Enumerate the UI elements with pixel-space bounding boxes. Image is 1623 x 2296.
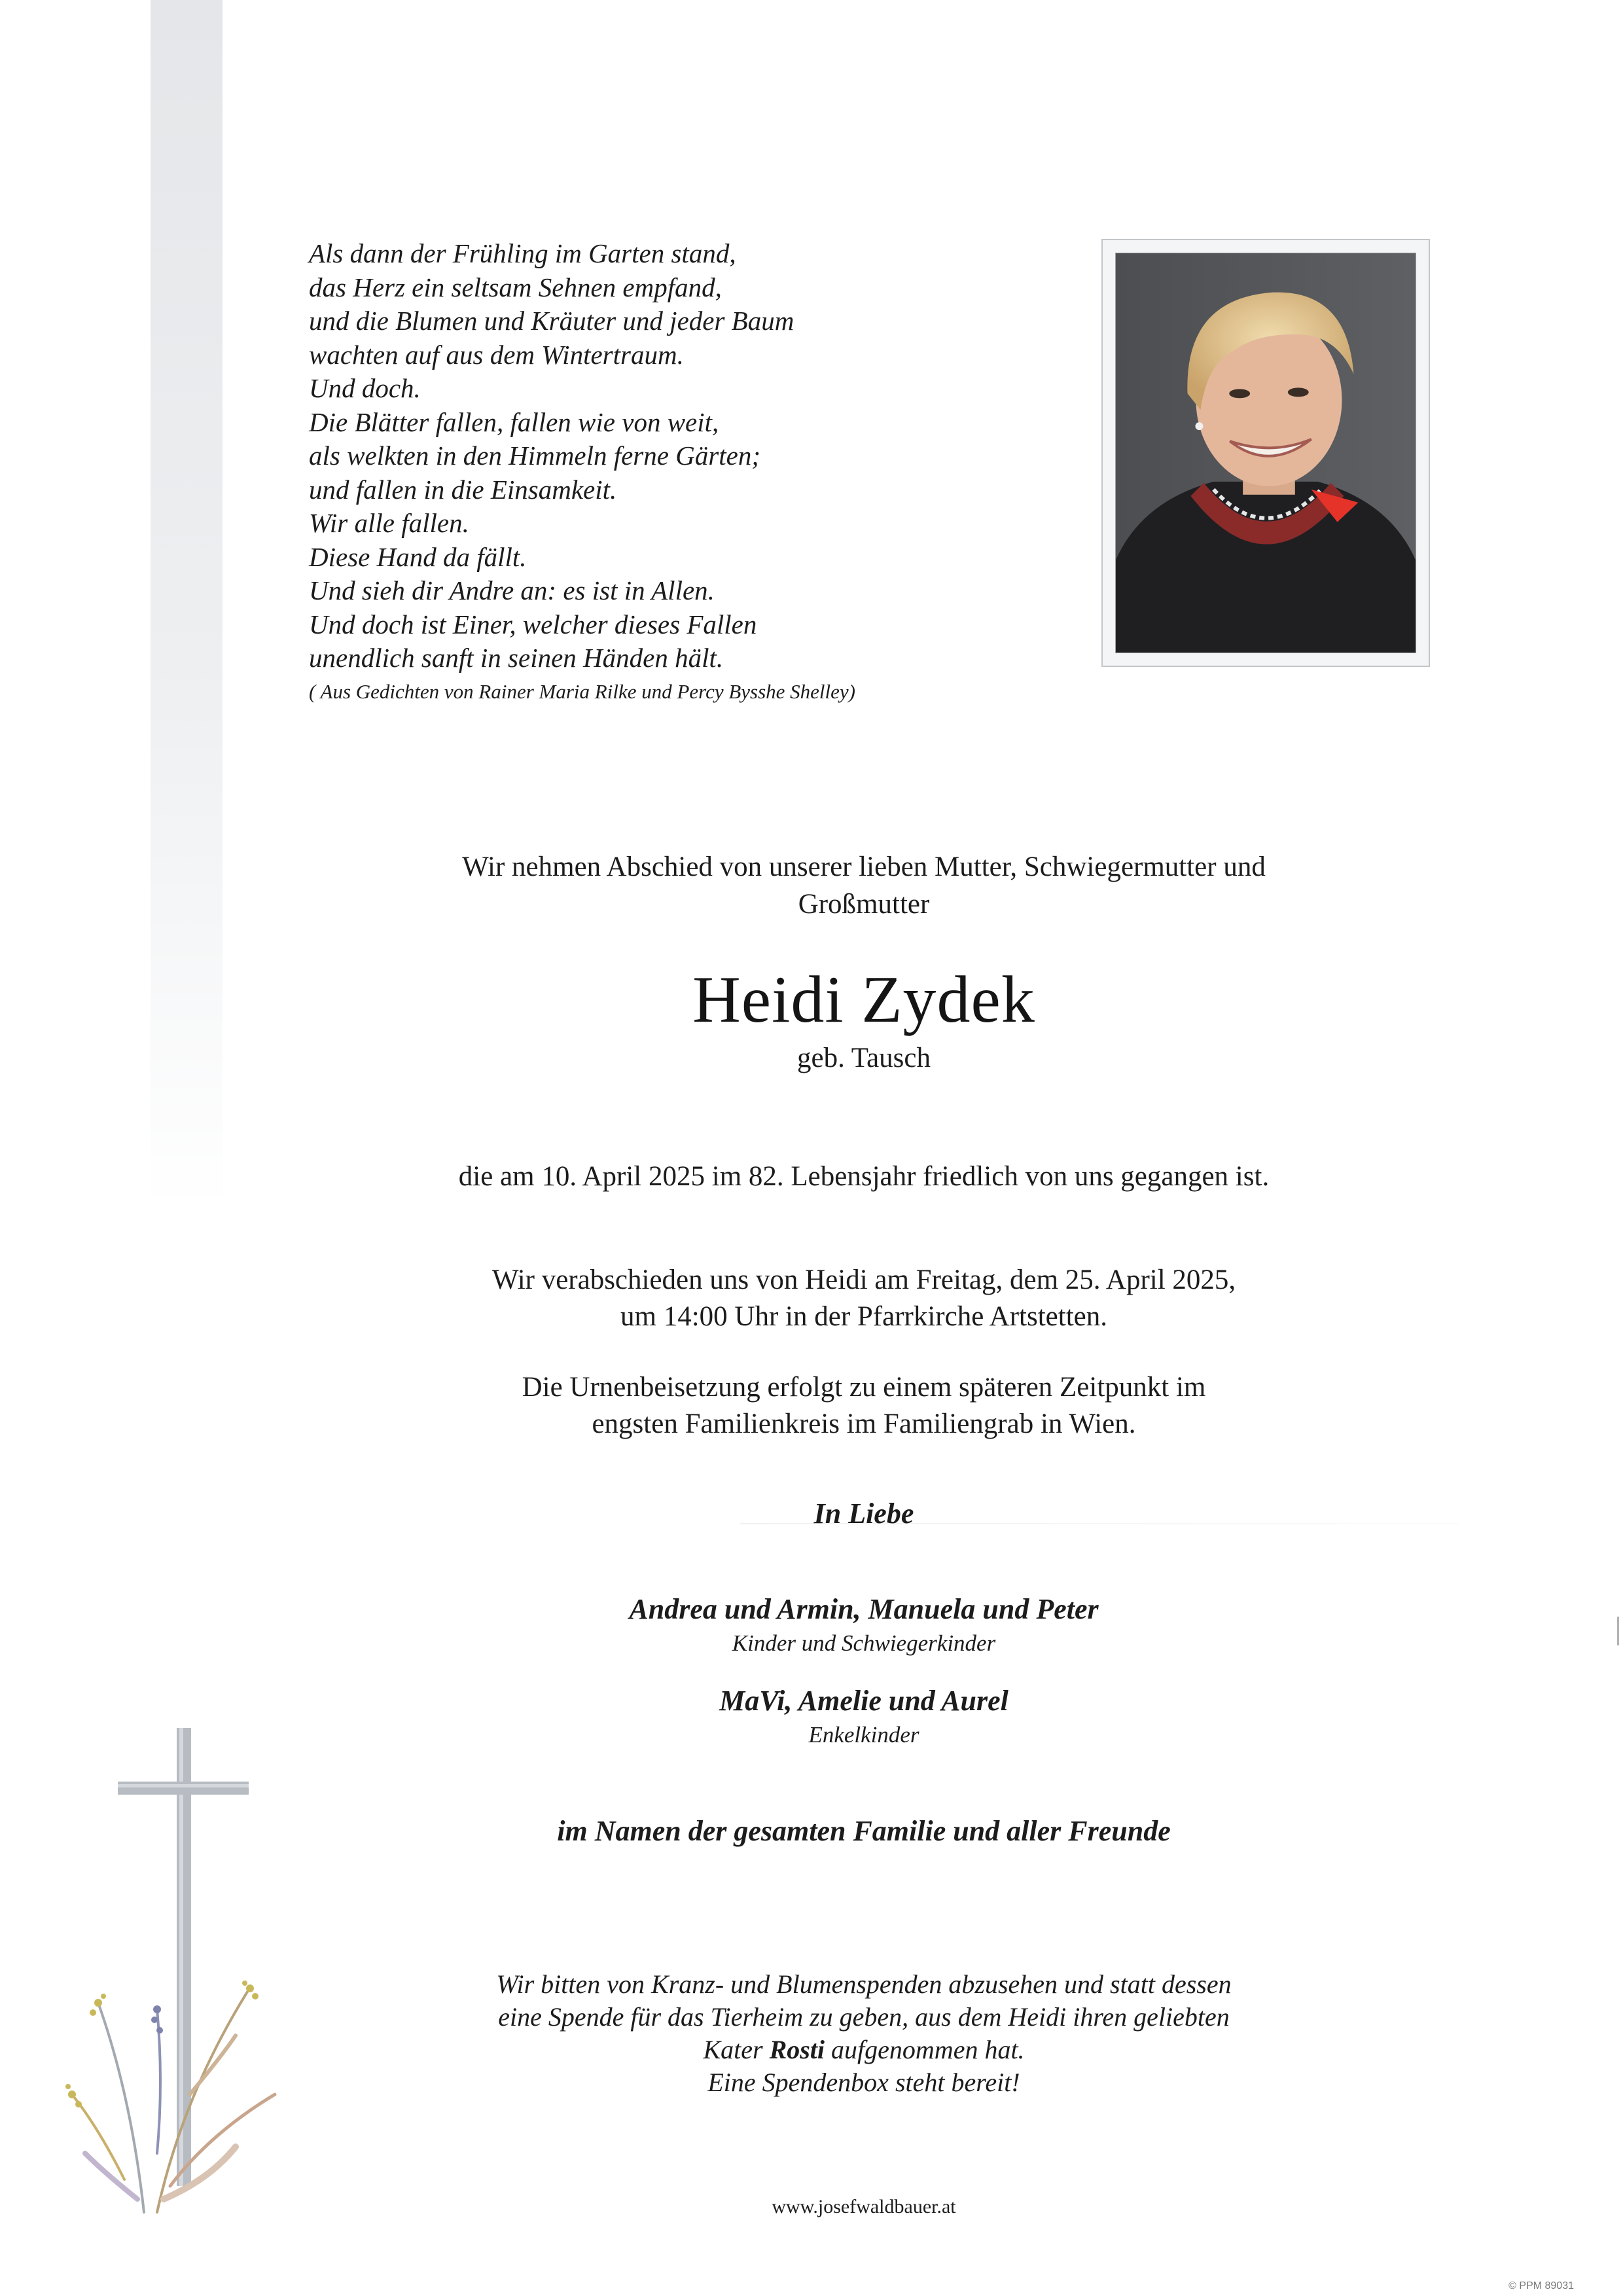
poem-line: und fallen in die Einsamkeit. (309, 474, 617, 505)
poem-line: und die Blumen und Kräuter und jeder Baum (309, 306, 794, 336)
farewell-intro-line: Wir nehmen Abschied von unserer lieben Mutter, Schwiegermutter und (462, 852, 1266, 882)
printer-imprint: © PPM 89031 (1508, 2280, 1574, 2291)
poem-line: wachten auf aus dem Wintertraum. (309, 339, 684, 370)
poem-line: unendlich sanft in seinen Händen hält. (309, 643, 724, 673)
poem-line: Die Blätter fallen, fallen wie von weit, (309, 406, 719, 437)
poem-line: Wir alle fallen. (309, 508, 469, 538)
portrait-frame (1101, 239, 1430, 667)
donation-text: Kater (703, 2035, 770, 2064)
donation-line (340, 2034, 1387, 2066)
poem-source: ( Aus Gedichten von Rainer Maria Rilke und Percy Bysshe Shelley) (309, 679, 856, 703)
funeral-details-line: Wir verabschieden uns von Heidi am Freitag, dem 25. April 2025, (491, 1265, 1236, 1295)
poem-line: das Herz ein seltsam Sehnen empfand, (309, 272, 722, 302)
urn-burial-line: Die Urnenbeisetzung erfolgt zu einem späteren Zeitpunkt im (522, 1372, 1206, 1403)
cross-icon (59, 1728, 321, 2225)
donation-text: aufgenommen hat. (825, 2035, 1025, 2064)
deceased-name: Heidi Zydek (692, 963, 1035, 1037)
cross-flower-decoration (59, 1728, 321, 2225)
family-names-children: Andrea und Armin, Manuela und Peter (629, 1593, 1099, 1625)
urn-burial-line: engsten Familienkreis im Familiengrab in Wien. (592, 1408, 1136, 1439)
donation-line: eine Spende für das Tierheim zu geben, aus dem Heidi ihren geliebten (498, 2002, 1230, 2032)
farewell-intro (340, 848, 1387, 923)
farewell-intro-line: Großmutter (798, 889, 930, 920)
funeral-details-line: um 14:00 Uhr in der Pfarrkirche Artstetten. (620, 1301, 1107, 1332)
edge-mark (1617, 1617, 1619, 1645)
donation-line: Eine Spendenbox steht bereit! (707, 2068, 1020, 2097)
family-names-grandchildren: MaVi, Amelie und Aurel (719, 1685, 1008, 1717)
poem-line: als welkten in den Himmeln ferne Gärten; (309, 440, 761, 471)
poem-line: Und doch. (309, 373, 421, 403)
poem-line: Als dann der Frühling im Garten stand, (309, 238, 736, 268)
in-love-heading: In Liebe (813, 1498, 914, 1530)
donation-line: Wir bitten von Kranz- und Blumenspenden abzusehen und statt dessen (496, 1969, 1232, 1999)
death-notice: die am 10. April 2025 im 82. Lebensjahr friedlich von uns gegangen ist. (458, 1161, 1270, 1192)
funeral-details (340, 1262, 1387, 1335)
maiden-name: geb. Tausch (797, 1043, 931, 1073)
poem (309, 237, 1061, 708)
flower-branch-icon (72, 1990, 275, 2212)
poem-line: Und sieh dir Andre an: es ist in Allen. (309, 575, 715, 605)
portrait-photo (1115, 253, 1416, 653)
donation-request (340, 1968, 1387, 2099)
portrait-illustration (1116, 253, 1416, 653)
poem-line: Diese Hand da fällt. (309, 541, 527, 572)
funeral-home-website: www.josefwaldbauer.at (772, 2196, 956, 2217)
poem-line: Und doch ist Einer, welcher dieses Fallen (309, 609, 757, 639)
cat-name: Rosti (769, 2035, 825, 2064)
background-band (151, 0, 223, 1211)
on-behalf-line: im Namen der gesamten Familie und aller Freunde (557, 1815, 1171, 1847)
urn-burial-notice (340, 1369, 1387, 1443)
family-relation-grandchildren: Enkelkinder (808, 1722, 919, 1748)
family-relation-children: Kinder und Schwiegerkinder (732, 1630, 996, 1656)
